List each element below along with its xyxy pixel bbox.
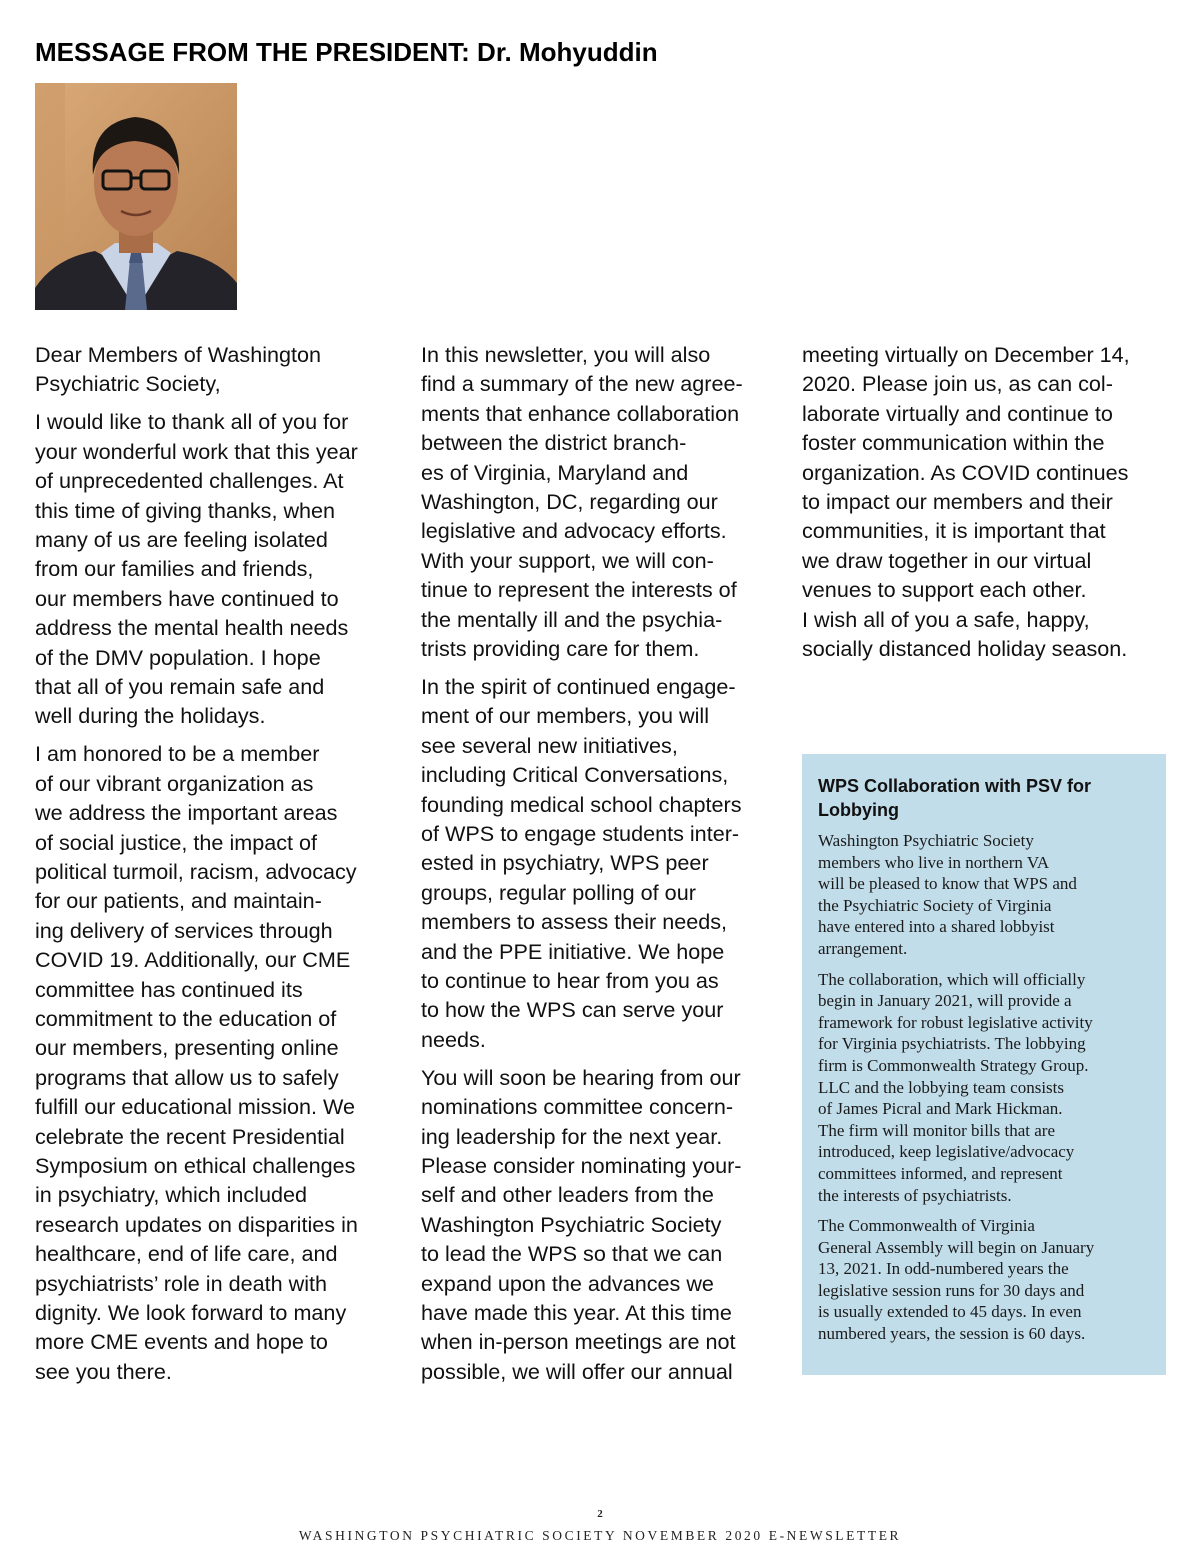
letter-column-1 <box>35 340 407 1395</box>
letter-column-2 <box>421 340 793 1395</box>
letter-paragraph: In the spirit of continued engage- ment of our members, you will see several new initiatives, including Critical Conversations, founding medical school chapters of WPS to engage students inter- ested in psychiatry, WPS peer groups, regular polling of our members to assess their needs, and the PPE initiative. We hope to continue to hear from you as to how the WPS can serve your needs. <box>421 673 742 1052</box>
sidebar-paragraph: The collaboration, which will officially begin in January 2021, will provide a framework for robust legislative activity for Virginia psychiatrists. The lobbying firm is Commonwealth Strategy Group. LLC and the lobbying team consists of James Picral and Mark Hickman. The firm will monitor bills that are introduced, keep legislative/advocacy committees informed, and represent the interests of psychiatrists. <box>818 969 1093 1205</box>
sidebar-paragraph: Washington Psychiatric Society members who live in northern VA will be pleased to know that WPS and the Psychiatric Society of Virginia have entered into a shared lobbyist arrangement. <box>818 831 1077 958</box>
letter-paragraph: Dear Members of Washington Psychiatric Society, <box>35 342 322 397</box>
sidebar-box <box>802 754 1166 1375</box>
footer-text: WASHINGTON PSYCHIATRIC SOCIETY NOVEMBER 2020 E-NEWSLETTER <box>298 1528 902 1543</box>
page-number: 2 <box>597 1508 603 1520</box>
letter-column-3 <box>802 340 1182 672</box>
letter-paragraph: You will soon be hearing from our nominations committee concern- ing leadership for the next year. Please consider nominating your- self and other leaders from the Washington Psychiatric Society to lead the WPS so that we can expand upon the advances we have made this year. At this time when in-person meetings are not possible, we will offer our annual <box>421 1064 742 1384</box>
president-photo <box>35 83 237 310</box>
sidebar-paragraph: The Commonwealth of Virginia General Assembly will begin on January 13, 2021. In odd-numbered years the legislative session runs for 30 days and is usually extended to 45 days. In even numbered years, the session is 60 days. <box>818 1216 1095 1344</box>
letter-paragraph: In this newsletter, you will also find a summary of the new agree- ments that enhance collaboration between the district branch- es of Virginia, Maryland and Washington, DC, regarding our legislative and advocacy efforts. With your support, we will con- tinue to represent the interests of the mentally ill and the psychia- trists providing care for them. <box>421 342 743 662</box>
page-title: MESSAGE FROM THE PRESIDENT: Dr. Mohyuddin <box>35 37 658 67</box>
letter-paragraph: I would like to thank all of you for your wonderful work that this year of unprecedented challenges. At this time of giving thanks, when many of us are feeling isolated from our families and friends, our members have continued to address the mental health needs of the DMV population. I hope that all of you remain safe and well during the holidays. <box>35 409 358 729</box>
letter-paragraph: meeting virtually on December 14, 2020. Please join us, as can col- laborate virtually and continue to foster communication within the organization. As COVID continues to impact our members and their communities, it is important that we draw together in our virtual venues to support each other. I wish all of you a safe, happy, socially distanced holiday season. <box>802 342 1130 662</box>
sidebar-title: WPS Collaboration with PSV for Lobbying <box>818 776 1092 820</box>
letter-paragraph: I am honored to be a member of our vibrant organization as we address the important areas of social justice, the impact of political turmoil, racism, advocacy for our patients, and maintain- ing delivery of services through COVID 19. Additionally, our CME committee has continued its commitment to the education of our members, presenting online programs that allow us to safely fulfill our educational mission. We celebrate the recent Presidential Symposium on ethical challenges in psychiatry, which included research updates on disparities in healthcare, end of life care, and psychiatrists’ role in death with dignity. We look forward to many more CME events and hope to see you there. <box>35 741 358 1384</box>
